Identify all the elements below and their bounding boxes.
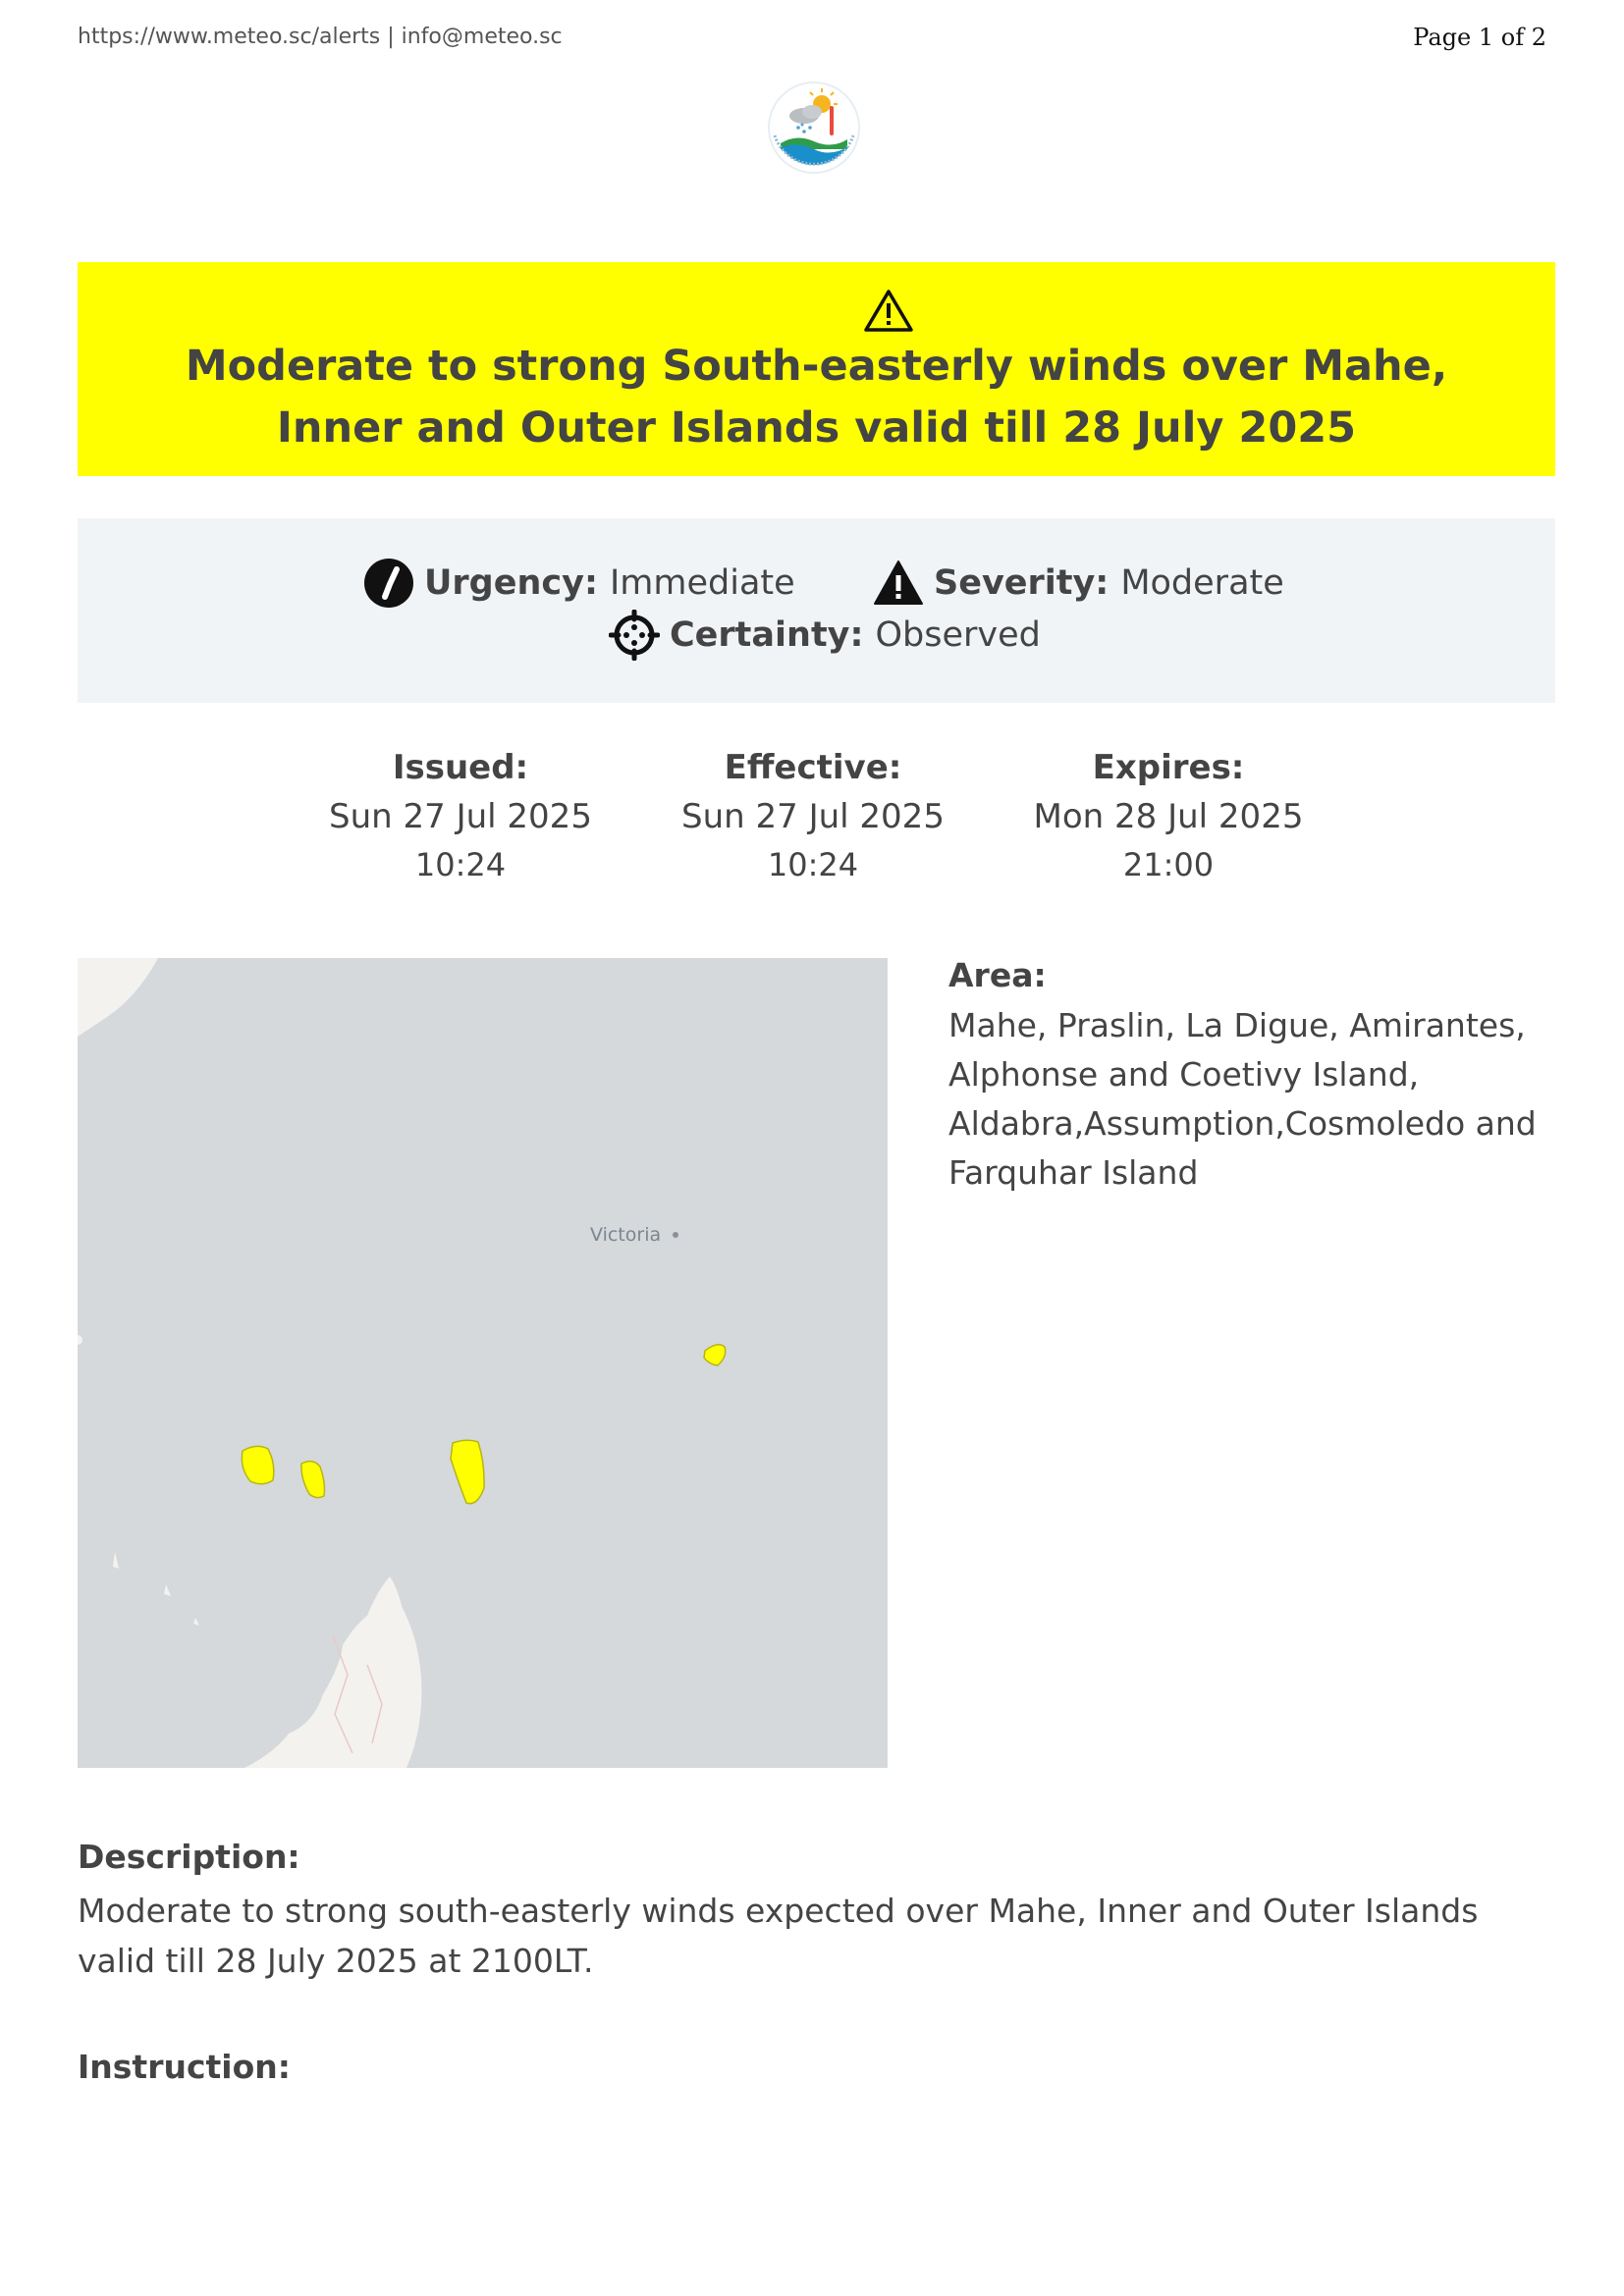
issued-time: 10:24 [414,846,507,883]
description-text: Moderate to strong south-easterly winds expected over Mahe, Inner and Outer Islands valid till 28 July 2025 at 2100LT. [78,1892,1479,1980]
expires-time: 21:00 [1122,846,1215,883]
issued-date: Sun 27 Jul 2025 [329,797,592,836]
severity-label: Severity: [934,563,1110,603]
area-label: Area: [948,956,1047,994]
warning-triangle-filled-icon [873,558,924,609]
expires-label: Expires: [1092,748,1245,787]
issued-label: Issued: [392,748,529,787]
severity-item [873,558,1284,609]
instruction-label: Instruction: [78,2048,291,2086]
urgency-label: Urgency: [424,563,598,603]
issued-column [313,743,608,888]
header-url-contact: https://www.meteo.sc/alerts | info@meteo.sc [78,25,563,49]
warning-triangle-outline-icon [863,288,914,333]
effective-column [666,743,960,888]
certainty-value: Observed [875,615,1041,655]
urgency-item [363,558,795,609]
effective-time: 10:24 [767,846,859,883]
expires-date: Mon 28 Jul 2025 [1033,797,1304,836]
urgency-value: Immediate [609,563,795,603]
meteorological-authority-logo [765,79,863,177]
alert-meta-panel [78,518,1555,703]
severity-value: Moderate [1120,563,1284,603]
map-label-victoria: Victoria [590,1224,662,1246]
alert-banner [78,262,1555,476]
page-number: Page 1 of 2 [1413,24,1546,51]
clock-icon [363,558,414,609]
map-canvas [78,958,888,1768]
alert-area-map[interactable] [78,958,888,1768]
description-label: Description: [78,1838,300,1876]
certainty-label: Certainty: [670,615,864,655]
effective-label: Effective: [724,748,902,787]
area-text: Mahe, Praslin, La Digue, Amirantes, Alphonse and Coetivy Island, Aldabra,Assumption,Cosmoledo and Farquhar Island [948,1006,1537,1192]
certainty-item [609,610,1041,661]
expires-column [1021,743,1316,888]
crosshair-icon [609,610,660,661]
alert-title: Moderate to strong South-easterly winds over Mahe, Inner and Outer Islands valid till 28 July 2025 [185,342,1448,453]
effective-date: Sun 27 Jul 2025 [681,797,945,836]
